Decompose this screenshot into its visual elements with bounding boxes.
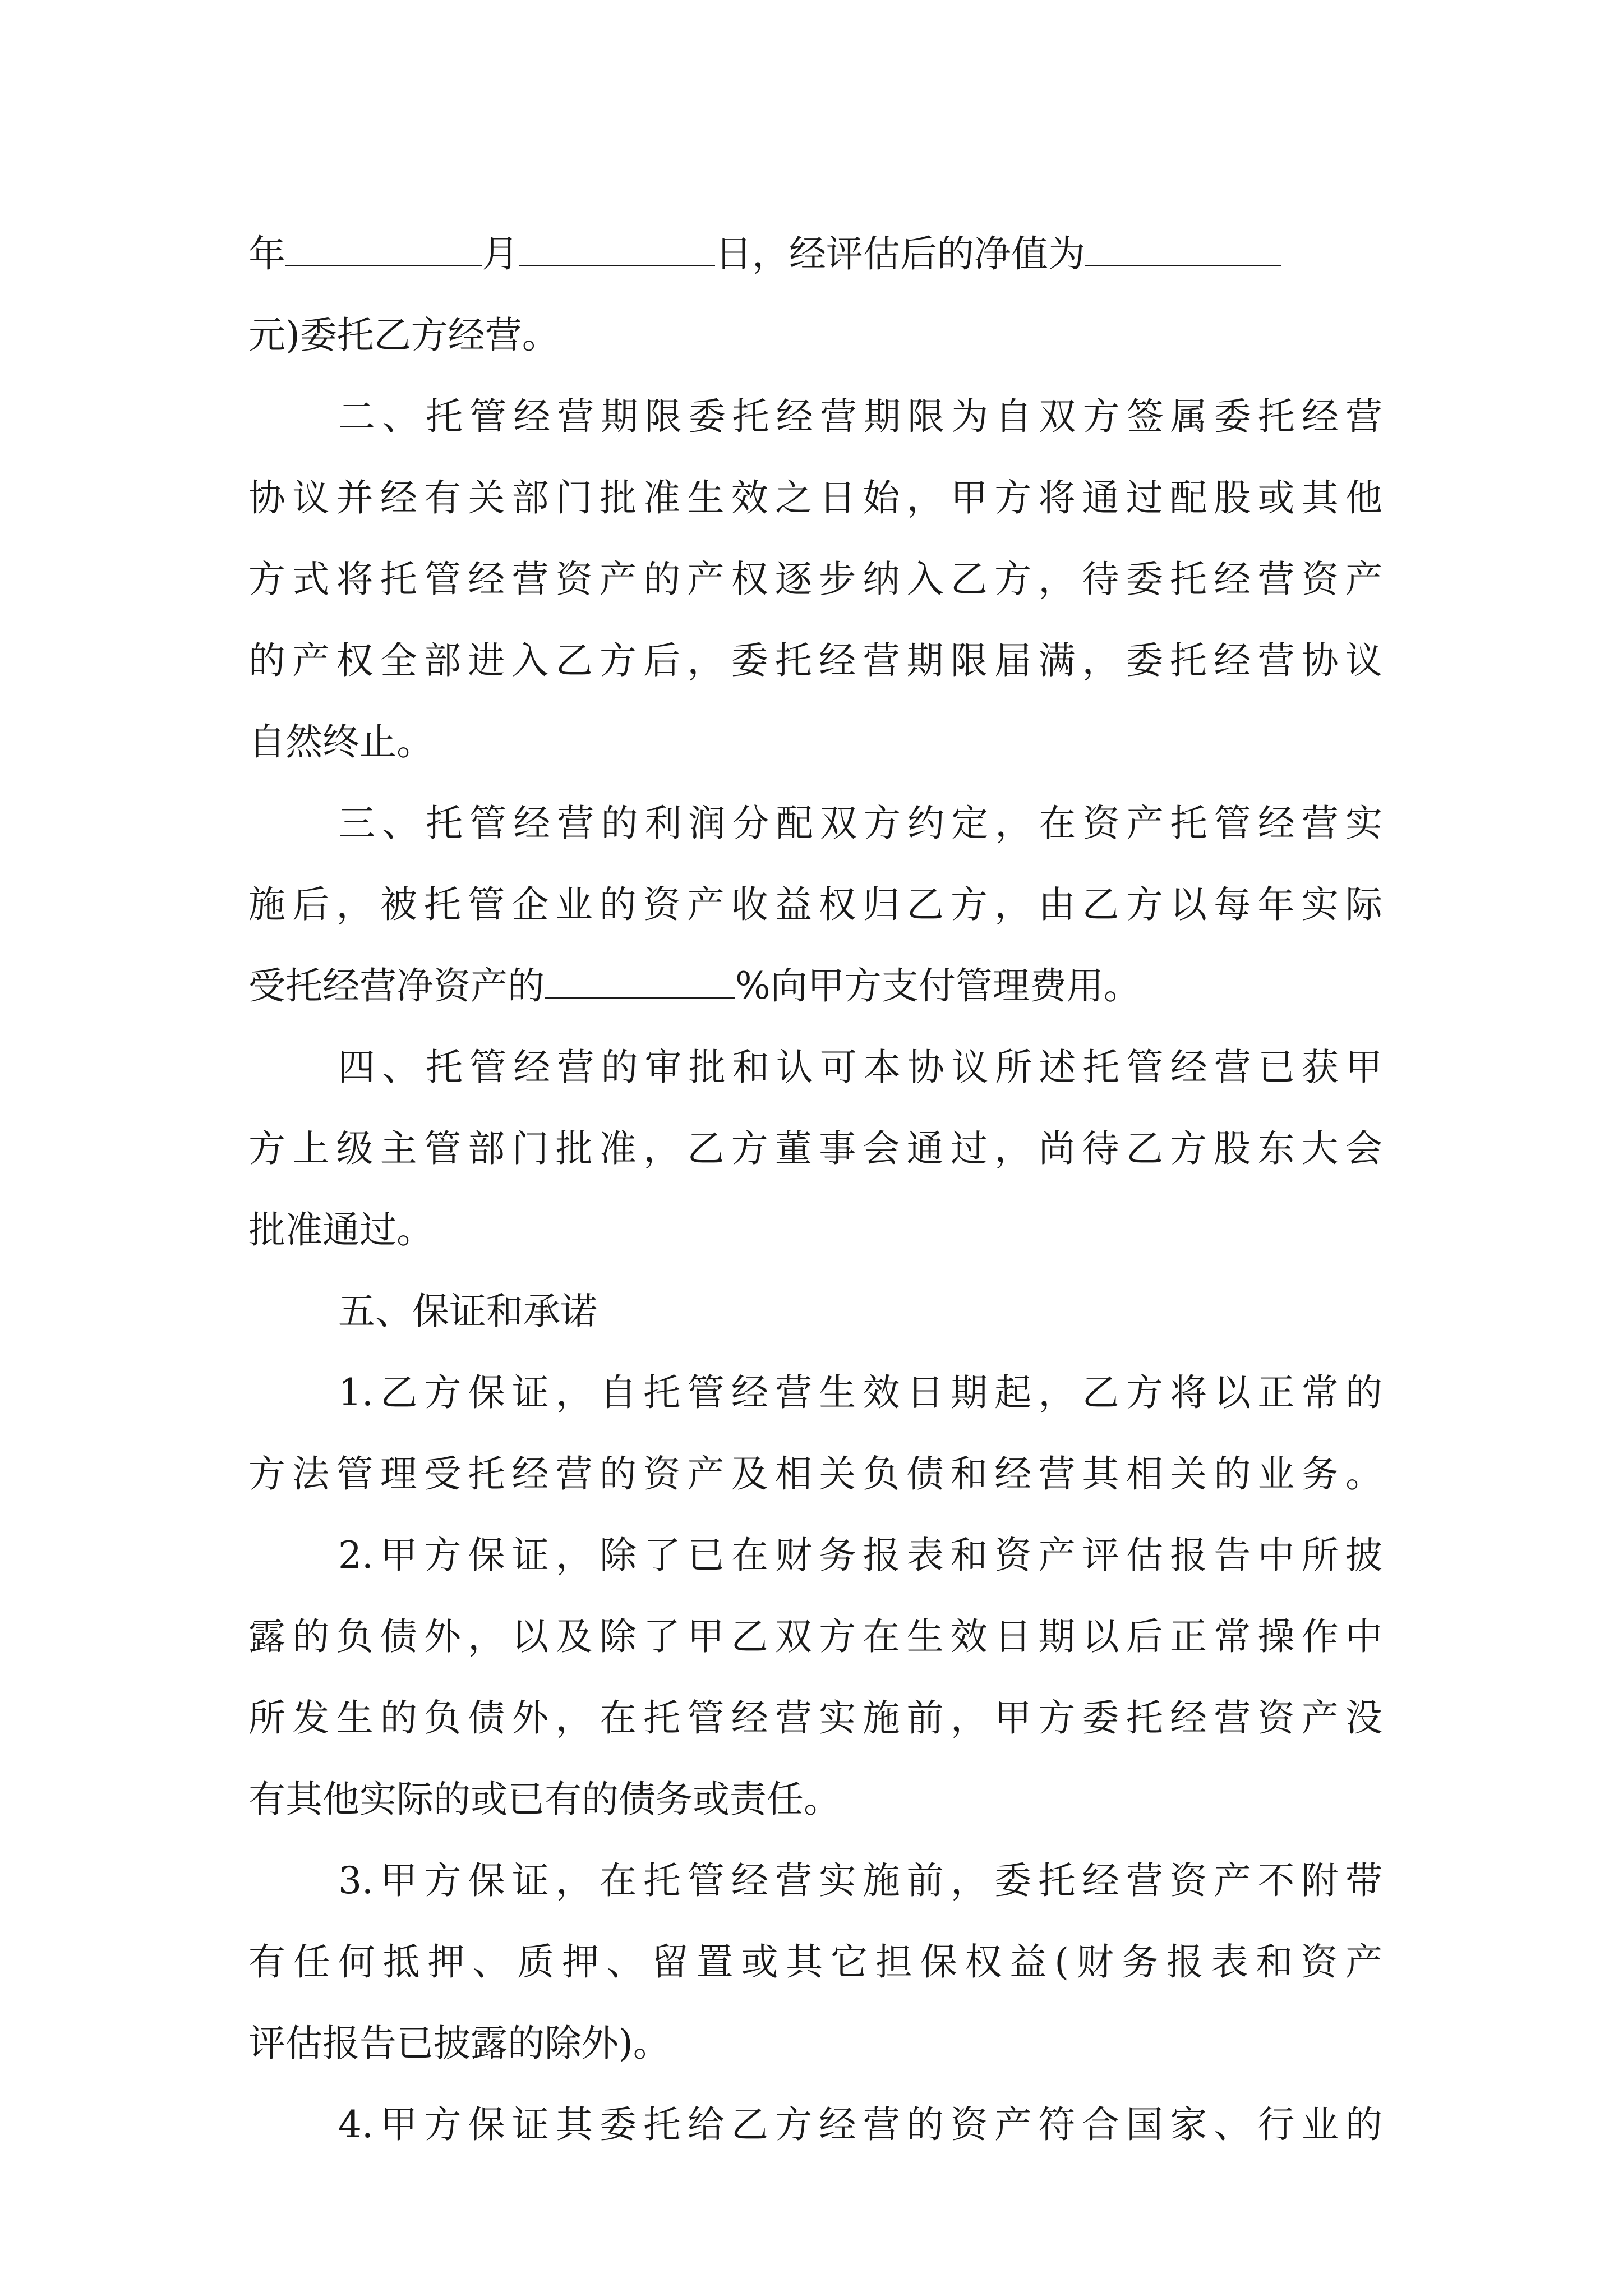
text-segment: %向甲方支付管理费用。 bbox=[735, 964, 1141, 1007]
paragraph-line: 1.乙方保证，自托管经营生效日期起，乙方将以正常的 bbox=[338, 1371, 1382, 1414]
paragraph-line: 方法管理受托经营的资产及相关负债和经营其相关的业务。 bbox=[248, 1452, 1382, 1496]
fill-in-blank-percentage[interactable] bbox=[545, 964, 735, 999]
fill-in-blank-year[interactable] bbox=[285, 232, 482, 266]
paragraph-line: 二、托管经营期限委托经营期限为自双方签属委托经营 bbox=[338, 395, 1382, 438]
paragraph-line: 评估报告已披露的除外)。 bbox=[248, 2022, 670, 2065]
fill-in-blank-net-value[interactable] bbox=[1085, 232, 1281, 266]
document-page bbox=[248, 213, 1382, 2165]
paragraph-line: 方上级主管部门批准，乙方董事会通过，尚待乙方股东大会 bbox=[248, 1127, 1382, 1170]
paragraph-line: 有任何抵押、质押、留置或其它担保权益(财务报表和资产 bbox=[248, 1940, 1382, 1984]
text-segment: 日，经评估后的净值为 bbox=[715, 232, 1085, 275]
paragraph-line: 施后，被托管企业的资产收益权归乙方，由乙方以每年实际 bbox=[248, 883, 1382, 926]
paragraph-line: 自然终止。 bbox=[248, 720, 434, 763]
text-segment: 受托经营净资产的 bbox=[248, 964, 545, 1007]
paragraph-line: 批准通过。 bbox=[248, 1208, 434, 1251]
paragraph-line: 协议并经有关部门批准生效之日始，甲方将通过配股或其他 bbox=[248, 476, 1382, 519]
paragraph-line: 3.甲方保证，在托管经营实施前，委托经营资产不附带 bbox=[338, 1859, 1382, 1902]
paragraph-line: 2.甲方保证，除了已在财务报表和资产评估报告中所披 bbox=[338, 1534, 1382, 1577]
paragraph-line: 有其他实际的或已有的债务或责任。 bbox=[248, 1778, 841, 1821]
text-segment: 年 bbox=[248, 232, 285, 275]
paragraph-line: 所发生的负债外，在托管经营实施前，甲方委托经营资产没 bbox=[248, 1696, 1382, 1740]
paragraph-line: 4.甲方保证其委托给乙方经营的资产符合国家、行业的 bbox=[338, 2103, 1382, 2146]
paragraph-line: 四、托管经营的审批和认可本协议所述托管经营已获甲 bbox=[338, 1046, 1382, 1089]
section-heading: 五、保证和承诺 bbox=[338, 1290, 597, 1333]
paragraph-line: 三、托管经营的利润分配双方约定，在资产托管经营实 bbox=[338, 802, 1382, 845]
paragraph-line: 方式将托管经营资产的产权逐步纳入乙方，待委托经营资产 bbox=[248, 558, 1382, 601]
fill-in-blank-month[interactable] bbox=[519, 232, 715, 266]
text-segment: 月 bbox=[482, 232, 519, 275]
paragraph-line bbox=[248, 945, 1382, 1027]
paragraph-line: 元)委托乙方经营。 bbox=[248, 314, 559, 357]
paragraph-line: 的产权全部进入乙方后，委托经营期限届满，委托经营协议 bbox=[248, 639, 1382, 682]
paragraph-line bbox=[248, 213, 1382, 295]
paragraph-line: 露的负债外，以及除了甲乙双方在生效日期以后正常操作中 bbox=[248, 1615, 1382, 1658]
